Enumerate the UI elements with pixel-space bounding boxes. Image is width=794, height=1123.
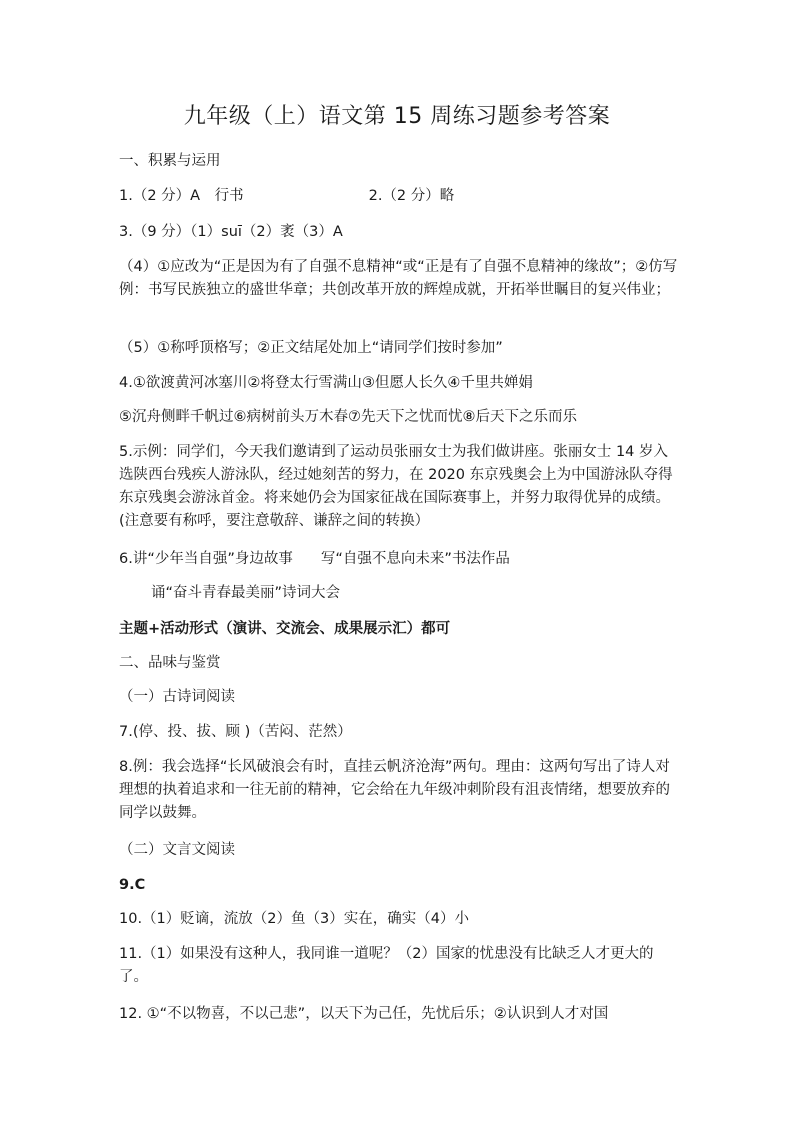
- answer-q3: 3.（9 分）（1）suī（2）袤（3）A: [119, 224, 343, 240]
- answer-q6-line1: [119, 549, 679, 569]
- page-title: 九年级（上）语文第 15 周练习题参考答案: [183, 104, 611, 129]
- answer-q5: 5.示例：同学们，今天我们邀请到了运动员张丽女士为我们做讲座。张丽女士 14 岁入选陕西台残疾人游泳队，经过她刻苦的努力，在 2020 东京残奥会上为中国游泳队夺得东京残奥会游泳首金。将来她仍会为国家征战在国际赛事上，并努力取得优异的成绩。(注意要有称呼，要注意敬辞、谦辞之间的转换）: [119, 444, 673, 529]
- answer-q12: 12. ①“不以物喜，不以己悲”，以天下为己任，先忧后乐；②认识到人才对国: [119, 1006, 609, 1022]
- subsection-heading-poetry: （一）古诗词阅读: [119, 689, 235, 705]
- answer-q1: 1.（2 分）A 行书: [119, 188, 244, 204]
- subsection-heading-classical: （二）文言文阅读: [119, 842, 235, 858]
- answer-q11: 11.（1）如果没有这种人，我同谁一道呢？（2）国家的忧患没有比缺乏人才更大的了。: [119, 946, 654, 985]
- answer-q7: 7.(停、投、拔、顾 )（苦闷、茫然）: [119, 724, 352, 740]
- answer-q6-note: 主题+活动形式（演讲、交流会、成果展示汇）都可: [119, 621, 451, 637]
- answer-q6-option-c: 诵“奋斗青春最美丽”诗词大会: [151, 585, 341, 601]
- answer-q6-option-b: 写“自强不息向未来”书法作品: [320, 551, 510, 567]
- answer-q10: 10.（1）贬谪，流放（2）鱼（3）实在，确实（4）小: [119, 911, 469, 927]
- answer-q3-part4: （4）①应改为“正是因为有了自强不息精神“或“正是有了自强不息精神的缘故”；②仿写例：书写民族独立的盛世华章；共创改革开放的辉煌成就，开拓举世瞩目的复兴伟业；: [119, 259, 678, 298]
- section-heading-appreciation: 二、品味与鉴赏: [119, 655, 221, 671]
- answer-q4-line2: ⑤沉舟侧畔千帆过⑥病树前头万木春⑦先天下之忧而忧⑧后天下之乐而乐: [119, 409, 577, 425]
- answer-q9: 9.C: [119, 877, 146, 893]
- answer-q3-part5: （5）①称呼顶格写；②正文结尾处加上“请同学们按时参加”: [119, 340, 503, 356]
- answer-q6-option-a: 6.讲“少年当自强”身边故事: [119, 551, 293, 567]
- answer-q4-line1: 4.①欲渡黄河冰塞川②将登太行雪满山③但愿人长久④千里共婵娟: [119, 375, 533, 391]
- answer-q1-q2: [119, 186, 679, 206]
- answer-q8: 8.例：我会选择“长风破浪会有时，直挂云帆济沧海”两句。理由：这两句写出了诗人对理想的执着追求和一往无前的精神，它会给在九年级冲刺阶段有沮丧情绪，想要放弃的同学以鼓舞。: [119, 759, 670, 821]
- answer-q2: 2.（2 分）略: [368, 188, 455, 204]
- section-heading-accumulation: 一、积累与运用: [119, 153, 221, 169]
